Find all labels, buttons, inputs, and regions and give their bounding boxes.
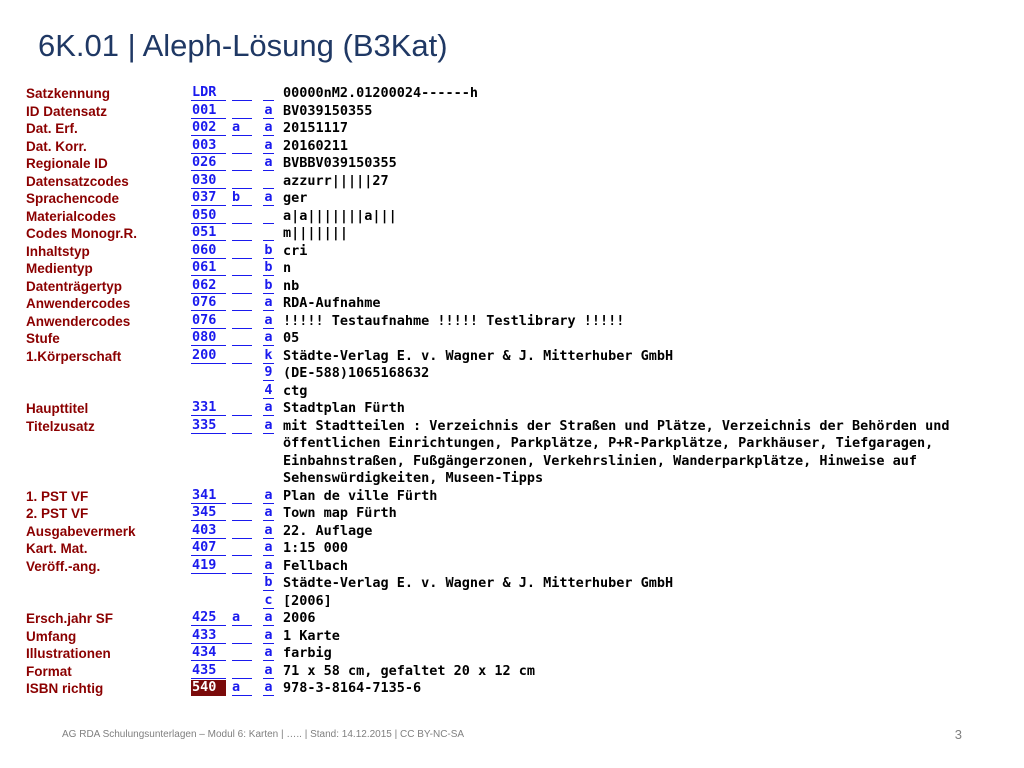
indicator-link[interactable] <box>232 628 252 644</box>
field-tag-link[interactable]: 026 <box>191 155 226 171</box>
field-tag-link[interactable]: 540 <box>191 680 226 696</box>
record-field-row <box>26 120 1016 138</box>
field-value: cri <box>283 242 308 259</box>
field-tag-link[interactable]: 062 <box>191 278 226 294</box>
field-value: Städte-Verlag E. v. Wagner & J. Mitterhuber GmbH <box>283 347 674 364</box>
subfield-code-link[interactable]: k <box>264 346 273 363</box>
field-label: 2. PST VF <box>26 506 89 521</box>
record-field-row <box>26 505 1016 523</box>
field-value: Städte-Verlag E. v. Wagner & J. Mitterhuber GmbH <box>283 575 674 591</box>
subfield-code-link[interactable]: a <box>264 136 273 153</box>
record-field-row <box>26 645 1016 663</box>
indicator-link[interactable] <box>232 208 252 224</box>
record-field-row <box>26 470 1016 488</box>
field-tag-link[interactable]: 080 <box>191 330 226 346</box>
indicator-link[interactable] <box>232 85 252 101</box>
record-field-row <box>26 610 1016 628</box>
indicator-link[interactable] <box>232 488 252 504</box>
field-label: Sprachencode <box>26 191 120 206</box>
subfield-code-link[interactable]: a <box>264 521 273 538</box>
subfield-code-link[interactable]: c <box>264 591 273 608</box>
field-tag-link[interactable]: 434 <box>191 645 226 661</box>
record-field-row <box>26 400 1016 418</box>
indicator-link[interactable] <box>232 523 252 539</box>
field-value: 00000nM2.01200024------h <box>283 85 479 101</box>
field-value: !!!!! Testaufnahme !!!!! Testlibrary !!!!! <box>283 312 625 329</box>
field-value: 1 Karte <box>283 627 340 644</box>
indicator-link[interactable] <box>232 330 252 346</box>
field-label: Format <box>26 663 72 679</box>
field-tag-link[interactable]: 425 <box>191 610 226 626</box>
record-field-row <box>26 418 1016 436</box>
field-value: 20151117 <box>283 120 349 136</box>
field-value: 05 <box>283 330 300 346</box>
field-value: BV039150355 <box>283 102 373 119</box>
subfield-code-link[interactable] <box>263 173 274 189</box>
field-label: Anwendercodes <box>26 313 131 329</box>
record-field-row <box>26 278 1016 296</box>
indicator-link[interactable] <box>232 260 252 276</box>
field-label: Inhaltstyp <box>26 243 90 259</box>
subfield-code-link[interactable] <box>263 208 274 224</box>
field-value: 2006 <box>283 610 316 626</box>
field-value: n <box>283 260 292 276</box>
indicator-link[interactable] <box>232 138 252 154</box>
field-tag-link[interactable]: 061 <box>191 260 226 276</box>
indicator-link[interactable] <box>232 400 252 416</box>
field-value: 978-3-8164-7135-6 <box>283 680 422 696</box>
record-field-row <box>26 243 1016 261</box>
indicator-link[interactable] <box>232 243 252 259</box>
field-value: nb <box>283 277 300 294</box>
field-label: 1. PST VF <box>26 488 89 504</box>
field-value: 1:15 000 <box>283 540 349 556</box>
subfield-code-link[interactable]: a <box>264 101 273 118</box>
field-label: Codes Monogr.R. <box>26 226 137 241</box>
indicator-link[interactable]: a <box>232 680 252 696</box>
field-value: mit Stadtteilen : Verzeichnis der Straßen und Plätze, Verzeichnis der Behörden und <box>283 417 950 434</box>
record-field-row <box>26 558 1016 576</box>
field-label: ISBN richtig <box>26 681 104 696</box>
subfield-code-link[interactable]: a <box>264 329 273 345</box>
record-field-row <box>26 295 1016 313</box>
field-label: Dat. Korr. <box>26 138 87 154</box>
field-label: Ausgabevermerk <box>26 523 136 539</box>
record-field-row <box>26 383 1016 401</box>
subfield-code-link[interactable]: a <box>264 154 273 170</box>
record-field-row <box>26 190 1016 208</box>
marc-record <box>26 85 1016 698</box>
field-tag-link[interactable]: 003 <box>191 138 226 154</box>
indicator-link[interactable] <box>232 225 252 241</box>
indicator-link[interactable] <box>232 295 252 311</box>
subfield-code-link[interactable]: a <box>264 644 273 660</box>
field-label: ID Datensatz <box>26 103 108 119</box>
indicator-link[interactable] <box>232 558 252 574</box>
record-field-row <box>26 103 1016 121</box>
subfield-code-link[interactable]: b <box>264 259 273 275</box>
field-tag-link[interactable]: 433 <box>191 628 226 644</box>
indicator-link[interactable] <box>232 348 252 364</box>
field-value: farbig <box>283 645 332 661</box>
field-tag-link[interactable]: 403 <box>191 523 226 539</box>
record-field-row <box>26 155 1016 173</box>
field-label: Haupttitel <box>26 401 89 416</box>
field-label: Dat. Erf. <box>26 121 78 136</box>
field-tag-link[interactable]: 335 <box>191 418 226 434</box>
record-field-row <box>26 365 1016 383</box>
field-value: (DE-588)1065168632 <box>283 365 430 381</box>
subfield-code-link[interactable]: a <box>264 486 273 503</box>
field-label: Datensatzcodes <box>26 173 129 189</box>
record-field-row <box>26 453 1016 471</box>
subfield-code-link[interactable]: b <box>264 574 273 590</box>
indicator-link[interactable] <box>232 313 252 329</box>
field-tag-link[interactable]: LDR <box>191 85 226 101</box>
slide-footer: AG RDA Schulungsunterlagen – Modul 6: Karten | ….. | Stand: 14.12.2015 | CC BY-NC-SA <box>62 729 465 740</box>
field-value: Stadtplan Fürth <box>283 400 405 416</box>
field-label: Titelzusatz <box>26 418 95 434</box>
record-field-row <box>26 138 1016 156</box>
field-value: a|a|||||||a||| <box>283 207 397 224</box>
field-tag-link[interactable]: 076 <box>191 295 226 311</box>
field-value: Town map Fürth <box>283 505 397 521</box>
field-label: Stufe <box>26 331 60 346</box>
field-value: Fellbach <box>283 557 349 574</box>
indicator-link[interactable] <box>232 155 252 171</box>
field-tag-link[interactable]: 331 <box>191 400 226 416</box>
field-value: 71 x 58 cm, gefaltet 20 x 12 cm <box>283 662 535 679</box>
indicator-link[interactable] <box>232 663 252 679</box>
subfield-code-link[interactable]: a <box>264 119 273 135</box>
field-value: ger <box>283 190 308 206</box>
field-label: Illustrationen <box>26 646 111 661</box>
indicator-link[interactable] <box>232 505 252 521</box>
slide-title: 6K.01 | Aleph-Lösung (B3Kat) <box>38 28 448 63</box>
subfield-code-link[interactable] <box>263 85 274 101</box>
indicator-link[interactable] <box>232 173 252 189</box>
field-label: Kart. Mat. <box>26 541 88 556</box>
indicator-link[interactable] <box>232 103 252 119</box>
record-field-row <box>26 348 1016 366</box>
record-field-row <box>26 260 1016 278</box>
field-label: Umfang <box>26 628 77 644</box>
field-tag-link[interactable]: 037 <box>191 190 226 206</box>
field-value: [2006] <box>283 592 332 609</box>
subfield-code-link[interactable]: a <box>264 609 273 625</box>
record-field-row <box>26 173 1016 191</box>
page-number: 3 <box>954 727 962 742</box>
field-label: Regionale ID <box>26 156 108 171</box>
field-value: öffentlichen Einrichtungen, Parkplätze, P+R-Parkplätze, Parkhäuser, Tiefgaragen, <box>283 435 934 451</box>
record-field-row <box>26 225 1016 243</box>
field-value: Einbahnstraßen, Fußgängerzonen, Verkehrslinien, Wanderparkplätze, Hinweise auf <box>283 452 917 469</box>
subfield-code-link[interactable]: 9 <box>264 364 273 380</box>
indicator-link[interactable] <box>232 645 252 661</box>
indicator-link[interactable]: b <box>232 190 252 206</box>
record-field-row <box>26 488 1016 506</box>
record-field-row <box>26 680 1016 698</box>
record-field-row <box>26 540 1016 558</box>
field-value: ctg <box>283 382 308 399</box>
field-value: RDA-Aufnahme <box>283 295 381 311</box>
field-value: m||||||| <box>283 225 349 241</box>
field-label: Satzkennung <box>26 86 111 101</box>
subfield-code-link[interactable]: a <box>264 416 273 433</box>
field-value: 20160211 <box>283 137 349 154</box>
field-label: 1.Körperschaft <box>26 348 122 364</box>
record-field-row <box>26 663 1016 681</box>
subfield-code-link[interactable]: a <box>264 311 273 328</box>
subfield-code-link[interactable]: a <box>264 399 273 415</box>
field-tag-link[interactable]: 050 <box>191 208 226 224</box>
field-value: 22. Auflage <box>283 522 373 539</box>
record-field-row <box>26 208 1016 226</box>
field-tag-link[interactable]: 345 <box>191 505 226 521</box>
subfield-code-link[interactable]: a <box>264 661 273 678</box>
field-label: Ersch.jahr SF <box>26 611 114 626</box>
field-tag-link[interactable]: 060 <box>191 243 226 259</box>
field-tag-link[interactable]: 076 <box>191 313 226 329</box>
subfield-code-link[interactable]: b <box>264 276 273 293</box>
field-label: Medientyp <box>26 261 93 276</box>
field-tag-link[interactable]: 030 <box>191 173 226 189</box>
indicator-link[interactable] <box>232 278 252 294</box>
subfield-code-link[interactable]: a <box>264 539 273 555</box>
subfield-code-link[interactable]: a <box>264 556 273 573</box>
record-field-row <box>26 435 1016 453</box>
subfield-code-link[interactable]: b <box>264 241 273 258</box>
record-field-row <box>26 575 1016 593</box>
field-label: Materialcodes <box>26 208 117 224</box>
subfield-code-link[interactable]: a <box>264 189 273 205</box>
record-field-row <box>26 313 1016 331</box>
field-label: Veröff.-ang. <box>26 558 101 574</box>
indicator-link[interactable] <box>232 418 252 434</box>
indicator-link[interactable] <box>232 540 252 556</box>
field-tag-link[interactable]: 200 <box>191 348 226 364</box>
field-tag-link[interactable]: 407 <box>191 540 226 556</box>
indicator-link[interactable]: a <box>232 610 252 626</box>
record-field-row <box>26 330 1016 348</box>
field-value: Plan de ville Fürth <box>283 487 438 504</box>
field-tag-link[interactable]: 051 <box>191 225 226 241</box>
subfield-code-link[interactable]: a <box>264 626 273 643</box>
record-field-row <box>26 628 1016 646</box>
field-value: azzurr|||||27 <box>283 172 389 189</box>
field-tag-link[interactable]: 341 <box>191 488 226 504</box>
indicator-link[interactable]: a <box>232 120 252 136</box>
field-tag-link[interactable]: 002 <box>191 120 226 136</box>
subfield-code-link[interactable] <box>263 225 274 241</box>
subfield-code-link[interactable]: a <box>264 294 273 310</box>
field-label: Datenträgertyp <box>26 278 123 294</box>
subfield-code-link[interactable]: a <box>264 504 273 520</box>
field-value: Sehenswürdigkeiten, Museen-Tipps <box>283 470 544 486</box>
field-value: BVBBV039150355 <box>283 155 397 171</box>
field-tag-link[interactable]: 419 <box>191 558 226 574</box>
field-tag-link[interactable]: 435 <box>191 663 226 679</box>
subfield-code-link[interactable]: a <box>264 679 273 695</box>
record-field-row <box>26 523 1016 541</box>
record-field-row <box>26 593 1016 611</box>
field-tag-link[interactable]: 001 <box>191 103 226 119</box>
field-label: Anwendercodes <box>26 296 131 311</box>
record-field-row <box>26 85 1016 103</box>
subfield-code-link[interactable]: 4 <box>264 381 273 398</box>
